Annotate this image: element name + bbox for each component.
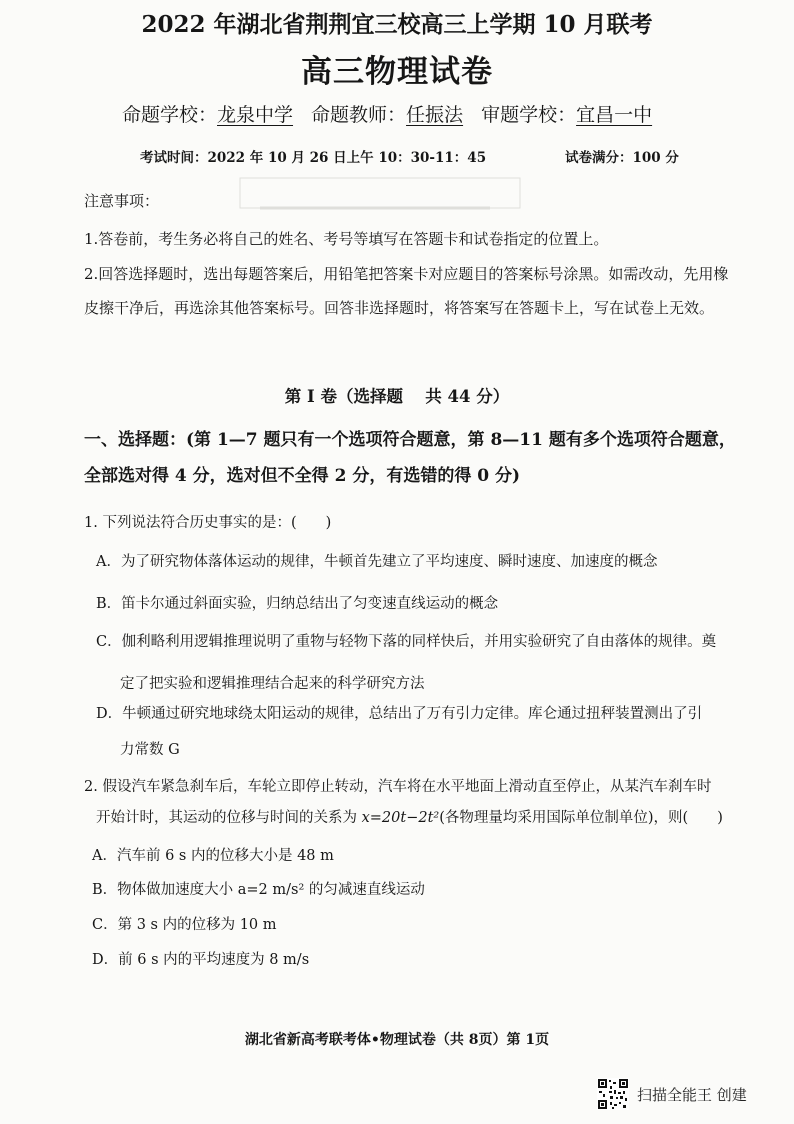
question-1-option-d: D．牛顿通过研究地球绕太阳运动的规律，总结出了万有引力定律。库仑通过扭秤装置测出了引 <box>96 706 703 722</box>
note-item-1: 1.答卷前，考生务必将自己的姓名、考号等填写在答题卡和试卷指定的位置上。 <box>84 230 609 248</box>
notes-heading: 注意事项： <box>84 192 160 210</box>
school-name: 龙泉中学 <box>217 104 294 126</box>
qr-code-icon <box>597 1078 629 1110</box>
page-footer: 湖北省新高考联考体•物理试卷（共 8页）第 1页 <box>244 1032 550 1048</box>
note-item-2: 2.回答选择题时，选出每题答案后，用铅笔把答案卡对应题目的答案标号涂黑。如需改动，先用橡皮擦干净后，再选涂其他答案标号。回答非选择题时，将答案写在答题卡上，写在试卷上无效。 <box>84 265 729 317</box>
question-2-option-a: A．汽车前 6 s 内的位移大小是 48 m <box>92 848 334 864</box>
question-2-option-d: D．前 6 s 内的平均速度为 8 m/s <box>92 952 310 968</box>
question-2-stem-continued <box>96 806 723 827</box>
teacher-label: 命题教师： <box>311 104 407 126</box>
exam-full-score: 试卷满分：100 分 <box>565 150 679 166</box>
exam-title: 2022 年湖北省荆荆宜三校高三上学期 10 月联考 <box>141 11 653 38</box>
question-1-option-d-continued: 力常数 G <box>120 742 180 758</box>
teacher-name: 任振法 <box>406 104 464 126</box>
scanner-watermark <box>597 1078 747 1110</box>
question-1-stem: 1. 下列说法符合历史事实的是：( ) <box>84 515 332 531</box>
school-label: 命题学校： <box>122 104 218 126</box>
motion-formula: x=20t−2t² <box>361 810 440 826</box>
question-2-option-c: C．第 3 s 内的位移为 10 m <box>92 917 277 933</box>
author-line <box>122 100 652 127</box>
question-1-option-b: B．笛卡尔通过斜面实验，归纳总结出了匀变速直线运动的概念 <box>96 596 499 612</box>
scanner-text: 扫描全能王 创建 <box>637 1085 747 1104</box>
section-heading: 一、选择题：(第 1—7 题只有一个选项符合题意，第 8—11 题有多个选项符合题意，全部选对得 4 分，选对但不全得 2 分，有选错的得 0 分) <box>84 430 736 486</box>
question-2-option-b: B．物体做加速度大小 a=2 m/s² 的匀减速直线运动 <box>92 882 425 898</box>
question-2-text-post: (各物理量均采用国际单位制单位)，则( ) <box>439 810 723 826</box>
bleed-through-graphic <box>230 170 530 220</box>
question-1-option-c-continued: 定了把实验和逻辑推理结合起来的科学研究方法 <box>120 676 425 692</box>
paper-title: 高三物理试卷 <box>301 54 493 90</box>
review-school-name: 宜昌一中 <box>576 104 653 126</box>
review-label: 审题学校： <box>481 104 577 126</box>
question-2-text-pre: 开始计时，其运动的位移与时间的关系为 <box>96 810 362 826</box>
question-1-option-c: C．伽利略利用逻辑推理说明了重物与轻物下落的同样快后，并用实验研究了自由落体的规律。奠 <box>96 634 717 650</box>
question-1-option-a: A．为了研究物体落体运动的规律，牛顿首先建立了平均速度、瞬时速度、加速度的概念 <box>96 554 658 570</box>
exam-time: 考试时间：2022 年 10 月 26 日上午 10：30-11：45 <box>140 150 487 166</box>
part-heading: 第 I 卷（选择题 共 44 分） <box>284 387 510 406</box>
question-2-stem: 2. 假设汽车紧急刹车后，车轮立即停止转动，汽车将在水平地面上滑动直至停止，从某汽车刹车时 <box>84 779 712 795</box>
